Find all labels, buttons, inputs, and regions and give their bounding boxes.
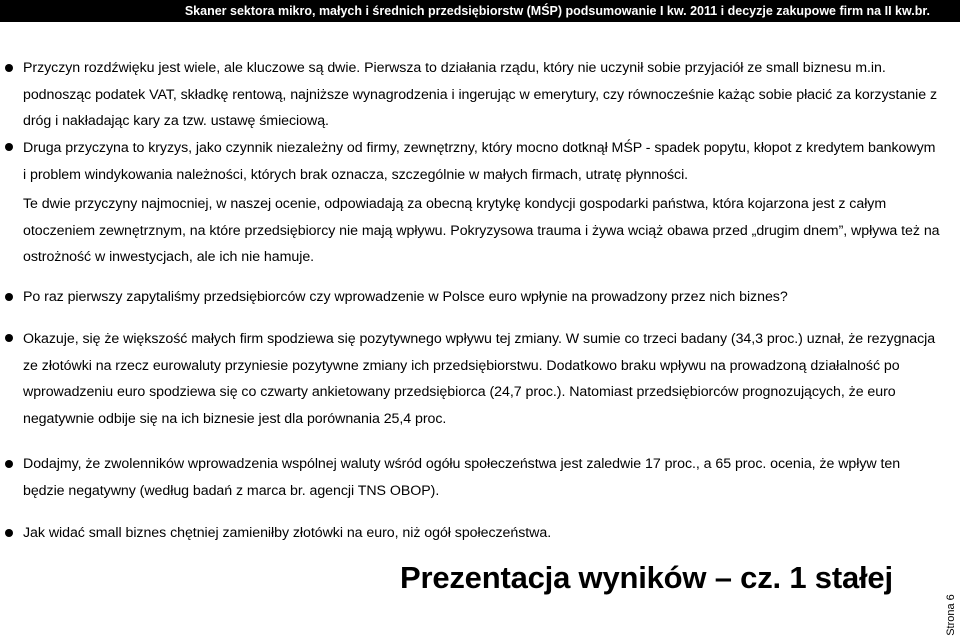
page-number-label: Strona 6 (945, 594, 957, 636)
header-bar (0, 0, 960, 22)
bullet-text: Przyczyn rozdźwięku jest wiele, ale kluczowe są dwie. Pierwsza to działania rządu, który nie uczynił sobie przyjaciół ze small biznesu m.in. podnosząc podatek VAT, składkę rentową, najniższe wynagrodzenia i ingerując w emerytury, czy równocześnie każąc sobie płacić za korzystanie z dróg i nakładając kary za tzw. ustawę śmieciową. (23, 60, 938, 129)
bullet-text: Okazuje, się że większość małych firm spodziewa się pozytywnego wpływu tej zmiany. W sumie co trzeci badany (34,3 proc.) uznał, że rezygnacja ze złotówki na rzecz eurowaluty przyniesie pozytywne zmiany ich przedsiębiorstwu. Dodatkowo braku wpływu na prowadzoną działalność po wprowadzeniu euro spodziewa się co czwarty ankietowany przedsiębiorca (24,7 proc.). Natomiast przedsiębiorców prognozujących, że euro negatywnie odbije się na ich biznesie jest dla porównania 25,4 proc. (23, 331, 936, 427)
bullet-icon (5, 334, 13, 342)
slide-title: Prezentacja wyników – cz. 1 stałej (400, 560, 893, 595)
bullet-icon (5, 143, 13, 151)
header-title: Skaner sektora mikro, małych i średnich przedsiębiorstw (MŚP) podsumowanie I kw. 2011 i decyzje zakupowe firm na II kw.br. (184, 4, 930, 18)
bullet-text: Jak widać small biznes chętniej zamieniłby złotówki na euro, niż ogół społeczeństwa. (23, 525, 552, 541)
bullet-text-continuation: Te dwie przyczyny najmocniej, w naszej ocenie, odpowiadają za obecną krytykę kondycji gospodarki państwa, która kojarzona jest z całym otoczeniem zewnętrznym, na które przedsiębiorcy nie mają wpływu. Pokryzysowa trauma i żywa wciąż obawa przed „drugim dnem”, wpływa też na ostrożność w inwestycjach, ale ich nie hamuje. (23, 196, 940, 265)
bullet-icon (5, 460, 13, 468)
bullet-icon (5, 293, 13, 301)
bullet-text: Po raz pierwszy zapytaliśmy przedsiębiorców czy wprowadzenie w Polsce euro wpłynie na prowadzony przez nich biznes? (23, 289, 788, 305)
bullet-text: Druga przyczyna to kryzys, jako czynnik niezależny od firmy, zewnętrzny, który mocno dotknął MŚP - spadek popytu, kłopot z kredytem bankowym i problem windykowania należności, których brak oznacza, szczególnie w małych firmach, utratę płynności. (23, 140, 936, 183)
bullet-icon (5, 64, 13, 72)
page-number (944, 592, 958, 638)
bullet-icon (5, 529, 13, 537)
bullet-text: Dodajmy, że zwolenników wprowadzenia wspólnej waluty wśród ogółu społeczeństwa jest zaledwie 17 proc., a 65 proc. ocenia, że wpływ ten będzie negatywny (według badań z marca br. agencji TNS OBOP). (23, 456, 901, 499)
